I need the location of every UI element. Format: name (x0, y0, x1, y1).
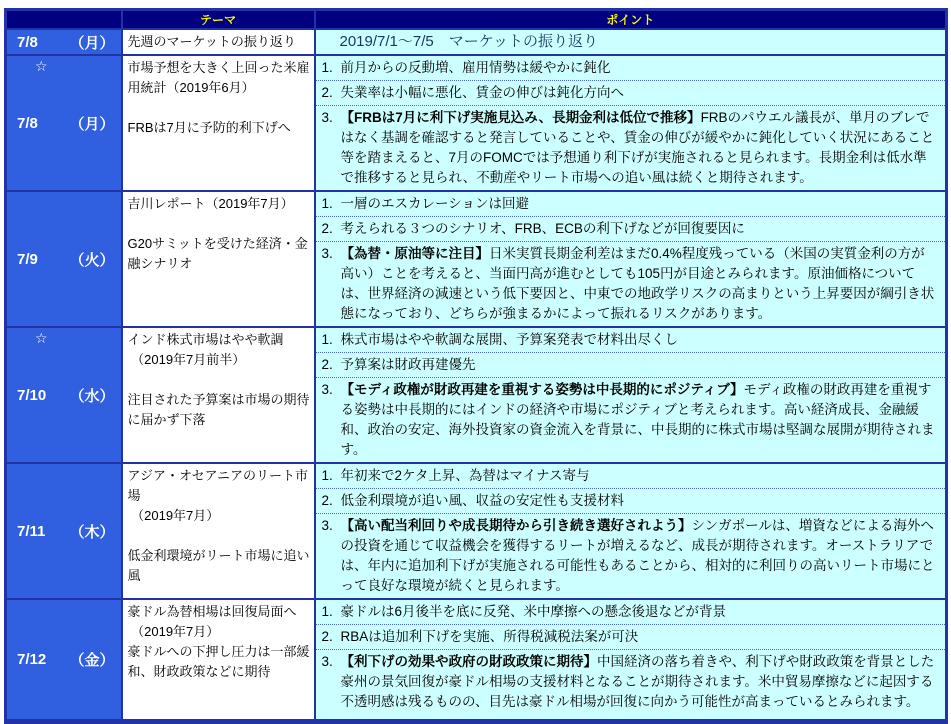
date-cell (6, 327, 122, 463)
theme-cell (122, 463, 315, 599)
table-row (6, 29, 947, 55)
point-item: 3. 【為替・原油等に注目】日米実質長期金利差はまだ0.4%程度残っている（米国の実質金利の方が高い）ことを考えると、当面円高が進むとしても105円が目途とみられます。原油価格については、世界経済の減速という低下要因と、中東での地政学リスクの高まりという上昇要因が綱引き状態になっており、どちらが強まるかによって振れるリスクがあります。 (316, 241, 946, 326)
date-label: 7/12 (17, 651, 47, 668)
theme-text: （2019年7月） (127, 508, 220, 523)
date-cell (6, 55, 122, 191)
theme-text: 市場予想を大きく上回った米雇用統計（2019年6月） (127, 60, 310, 95)
table-row (6, 599, 947, 722)
points-cell (315, 55, 947, 191)
theme-cell (122, 599, 315, 722)
table-row (6, 55, 947, 191)
points-cell (315, 463, 947, 599)
point-item: 3. 【FRBは7月に利下げ実施見込み、長期金利は低位で推移】FRBのパウエル議長が、単月のブレではなく基調を確認すると発言していることや、賃金の伸びが緩やかに鈍化していく状況にあること等を踏まえると、7月のFOMCでは予想通り利下げが実施されると見られます。長期金利は低水準で推移すると見られ、不動産やリート市場への追い風は続くと期待されます。 (316, 105, 946, 190)
theme-text: 注目された予算案は市場の期待に届かず下落 (127, 392, 310, 427)
theme-text: G20サミットを受けた経済・金融シナリオ (127, 236, 308, 271)
header-theme: テーマ (122, 10, 315, 30)
point-headline: 【利下げの効果や政府の財政政策に期待】 (340, 654, 597, 669)
points-cell (315, 29, 947, 55)
points-cell (315, 191, 947, 327)
point-item: 2. 考えられる３つのシナリオ、FRB、ECBの利下げなどが回復要因に (316, 216, 946, 241)
header-points: ポイント (315, 10, 947, 30)
theme-cell (122, 55, 315, 191)
point-item: 3. 【モディ政権が財政再建を重視する姿勢は中長期的にポジティブ】モディ政権の財政再建を重視する姿勢は中長期的にはインドの経済や市場にポジティブと考えられます。高い経済成長、金融緩和、政治の安定、海外投資家の資金流入を背景に、中長期的に株式市場は堅調な展開が期待されます。 (316, 377, 946, 462)
intro-text: 2019/7/1～7/5 マーケットの振り返り (339, 33, 598, 50)
theme-text: FRBは7月に予防的利下げへ (127, 120, 291, 135)
theme-cell (122, 29, 315, 55)
point-item: 1. 豪ドルは6月後半を底に反発、米中摩擦への懸念後退などが背景 (321, 604, 727, 619)
theme-text: インド株式市場はやや軟調 (127, 332, 284, 347)
weekday-label: （水） (69, 387, 115, 405)
header-date-cell (6, 10, 122, 30)
theme-cell (122, 327, 315, 463)
point-body: 中国経済の落ち着きや、利下げや財政政策を背景とした豪州の景気回復が豪ドル相場の支援材料となることが期待されます。米中貿易摩擦などに起因する不透明感は残るものの、目先は豪ドル相場が回復に向かう可能性が高まっているとみられます。 (340, 654, 935, 709)
theme-text: （2019年7月前半） (127, 352, 246, 367)
point-item: 3. 【高い配当利回りや成長期待から引き続き選好されよう】シンガポールは、増資などによる海外への投資を通じて収益機会を獲得するリートが増えるなど、成長が期待されます。オーストラリアでは、年内に追加利下げが実施される可能性もあることから、相対的に利回りの高いリート市場にとって良好な環境が続くと見られます。 (316, 513, 946, 598)
star-icon: ☆ (35, 330, 48, 346)
weekday-label: （月） (69, 34, 115, 52)
theme-text: 先週のマーケットの振り返り (127, 34, 296, 49)
weekday-label: （金） (69, 652, 115, 669)
point-item: 1. 年初来で2ケタ上昇、為替はマイナス寄与 (321, 468, 590, 483)
point-item: 2. 予算案は財政再建優先 (316, 352, 946, 377)
date-label: 7/8 (17, 33, 38, 51)
point-headline: 【モディ政権が財政再建を重視する姿勢は中長期的にポジティブ】 (340, 382, 744, 397)
point-item: 1. 株式市場はやや軟調な展開、予算案発表で材料出尽くし (321, 332, 678, 347)
point-body: 日米実質長期金利差はまだ0.4%程度残っている（米国の実質金利の方が高い）ことを考えると、当面円高が進むとしても105円が目途とみられます。原油価格については、世界経済の減速という低下要因と、中東での地政学リスクの高まりという上昇要因が綱引き状態になっており、どちらが強まるかによって振れるリスクがあります。 (340, 246, 935, 321)
point-item: 2. 失業率は小幅に悪化、賃金の伸びは鈍化方向へ (316, 80, 946, 105)
points-cell (315, 327, 947, 463)
date-cell (6, 191, 122, 327)
table-row (6, 327, 947, 463)
star-icon: ☆ (35, 58, 48, 74)
theme-cell (122, 191, 315, 327)
point-headline: 【為替・原油等に注目】 (340, 246, 489, 261)
theme-text: 低金利環境がリート市場に追い風 (127, 548, 310, 583)
theme-text: （2019年7月） (127, 624, 220, 639)
weekday-label: （木） (69, 523, 115, 541)
point-item: 1. 前月からの反動増、雇用情勢は緩やかに鈍化 (321, 60, 611, 75)
point-headline: 【高い配当利回りや成長期待から引き続き選好されよう】 (340, 518, 692, 533)
theme-text: 豪ドル為替相場は回復局面へ (127, 604, 297, 619)
point-item: 2. RBAは追加利下げを実施、所得税減税法案が可決 (316, 624, 946, 649)
point-item: 2. 低金利環境が追い風、収益の安定性も支援材料 (316, 488, 946, 513)
point-item: 3. 【利下げの効果や政府の財政政策に期待】中国経済の落ち着きや、利下げや財政政策を背景とした豪州の景気回復が豪ドル相場の支援材料となることが期待されます。米中貿易摩擦などに起因する不透明感は残るものの、目先は豪ドル相場が回復に向かう可能性が高まっているとみられます。 (316, 649, 946, 714)
date-cell (6, 463, 122, 599)
date-cell (6, 29, 122, 55)
point-body: FRBのパウエル議長が、単月のブレではなく基調を確認すると発言していることや、賃金の伸びが緩やかに鈍化していく状況にあること等を踏まえると、7月のFOMCでは予想通り利下げが実施されると見られます。長期金利は低水準で推移すると見られ、不動産やリート市場への追い風は続くと期待されます。 (340, 110, 935, 185)
point-body: シンガポールは、増資などによる海外への投資を通じて収益機会を獲得するリートが増えるなど、成長が期待されます。オーストラリアでは、年内に追加利下げが実施される可能性もあることから、相対的に利回りの高いリート市場にとって良好な環境が続くと見られます。 (340, 518, 935, 593)
theme-text: アジア・オセアニアのリート市場 (127, 468, 308, 503)
weekday-label: （火） (69, 251, 115, 269)
points-cell (315, 599, 947, 722)
weekday-label: （月） (69, 115, 115, 133)
theme-text: 吉川レポート（2019年7月） (127, 196, 294, 211)
table-row (6, 463, 947, 599)
header-row (6, 10, 947, 30)
date-label: 7/11 (17, 522, 46, 540)
point-item: 1. 一層のエスカレーションは回避 (321, 196, 529, 211)
theme-text: 豪ドルへの下押し圧力は一部緩和、財政政策などに期待 (127, 644, 310, 679)
date-label: 7/9 (17, 250, 38, 268)
point-headline: 【FRBは7月に利下げ実施見込み、長期金利は低位で推移】 (340, 110, 701, 125)
date-cell (6, 599, 122, 722)
date-label: 7/10 (17, 386, 47, 404)
point-body: モディ政権の財政再建を重視する姿勢は中長期的にはインドの経済や市場にポジティブと考えられます。高い経済成長、金融緩和、政治の安定、海外投資家の資金流入を背景に、中長期的に株式市場は堅調な展開が期待されます。 (340, 382, 935, 457)
date-label: 7/8 (17, 114, 38, 132)
table-row (6, 191, 947, 327)
market-review-table (4, 8, 948, 724)
